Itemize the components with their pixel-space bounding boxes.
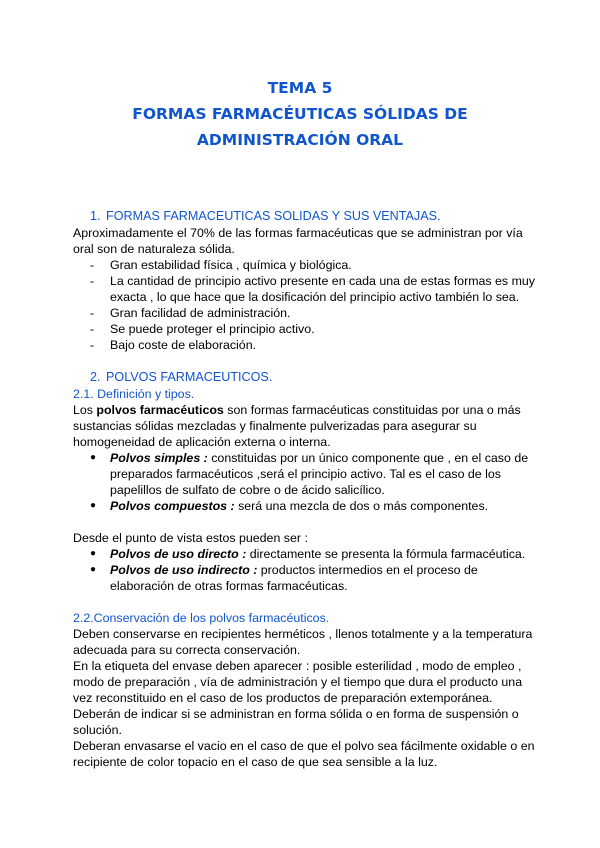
conservation-line: Deberan envasarse el vacio en el caso de que el polvo sea fácilmente oxidable o en [73, 739, 535, 753]
title-line-3: ADMINISTRACIÓN ORAL [196, 131, 404, 149]
advantage-text: La cantidad de principio activo presente en cada una de estas formas es muy [110, 274, 535, 288]
use-text: productos intermedios en el proceso de [257, 563, 478, 577]
conservation-line: Deberán de indicar si se administran en forma sólida o en forma de suspensión o [73, 707, 519, 721]
dash-marker: - [90, 274, 95, 288]
type-term: Polvos compuestos : [110, 499, 235, 513]
conservation-line: En la etiqueta del envase deben aparecer : posible esterilidad , modo de empleo , [73, 659, 522, 673]
type-term: Polvos simples : [110, 451, 208, 465]
section-2-heading-text: POLVOS FARMACEUTICOS. [106, 370, 273, 384]
section-2-number: 2. [90, 370, 101, 384]
use-term: Polvos de uso indirecto : [110, 563, 258, 577]
definition-term: polvos farmacéuticos [96, 403, 224, 417]
definition-line-1 [73, 402, 543, 418]
advantage-text: Se puede proteger el principio activo. [110, 322, 315, 336]
subsection-2-2-heading: 2.2.Conservación de los polvos farmacéuticos. [73, 611, 330, 625]
bullet-marker: ● [90, 452, 97, 463]
dash-marker: - [90, 322, 95, 336]
section-2-heading [90, 369, 272, 385]
bullet-marker: ● [90, 548, 97, 559]
dash-marker: - [90, 258, 95, 272]
bullet-marker: ● [90, 500, 97, 511]
type-text: será una mezcla de dos o más componentes. [234, 499, 489, 513]
advantage-text: exacta , lo que hace que la dosificación del principio activo también lo sea. [110, 290, 520, 304]
conservation-line: Deben conservarse en recipientes herméticos , llenos totalmente y a la temperatura [73, 627, 533, 641]
type-text: preparados farmacéuticos ,será el principio activo. Tal es el caso de los [110, 467, 501, 481]
use-term: Polvos de uso directo : [110, 547, 247, 561]
title-line-1: TEMA 5 [267, 79, 333, 97]
section-1-number: 1. [90, 209, 101, 223]
document-title [0, 75, 600, 153]
section-1-intro-line-2: oral son de naturaleza sólida. [73, 242, 235, 256]
dash-marker: - [90, 306, 95, 320]
conservation-line: recipiente de color topacio en el caso de que sea sensible a la luz. [73, 755, 438, 769]
use-text: directamente se presenta la fórmula farmacéutica. [246, 547, 526, 561]
bullet-marker: ● [90, 564, 97, 575]
advantage-text: Gran facilidad de administración. [110, 306, 291, 320]
section-1-heading-text: FORMAS FARMACEUTICAS SOLIDAS Y SUS VENTAJAS. [106, 209, 441, 223]
advantage-text: Bajo coste de elaboración. [110, 338, 257, 352]
section-1-intro-line-1: Aproximadamente el 70% de las formas farmacéuticas que se administran por vía [73, 226, 523, 240]
dash-marker: - [90, 338, 95, 352]
advantage-text: Gran estabilidad física , química y biológica. [110, 258, 352, 272]
definition-prefix: Los [73, 403, 97, 417]
type-text: constituidas por un único componente que , en el caso de [207, 451, 529, 465]
conservation-line: modo de preparación , vía de administración y el tiempo que dura el producto una [73, 675, 523, 689]
conservation-line: vez reconstituido en el caso de los productos de preparación extemporánea. [73, 691, 493, 705]
conservation-line: solución. [73, 723, 122, 737]
definition-line-3: homogeneidad de aplicación externa o interna. [73, 435, 331, 449]
view-intro: Desde el punto de vista estos pueden ser : [73, 531, 308, 545]
use-text: elaboración de otras formas farmacéuticas. [110, 579, 348, 593]
definition-text: son formas farmacéuticas constituidas por una o más [223, 403, 521, 417]
type-text: papelillos de sulfato de cobre o de ácido salicílico. [110, 483, 385, 497]
section-1-heading [90, 208, 441, 224]
definition-line-2: sustancias sólidas mezcladas y finalmente pulverizadas para asegurar su [73, 419, 477, 433]
title-line-2: FORMAS FARMACÉUTICAS SÓLIDAS DE [132, 105, 468, 123]
conservation-line: adecuada para su correcta conservación. [73, 643, 301, 657]
subsection-2-1-heading: 2.1. Definición y tipos. [73, 387, 195, 401]
